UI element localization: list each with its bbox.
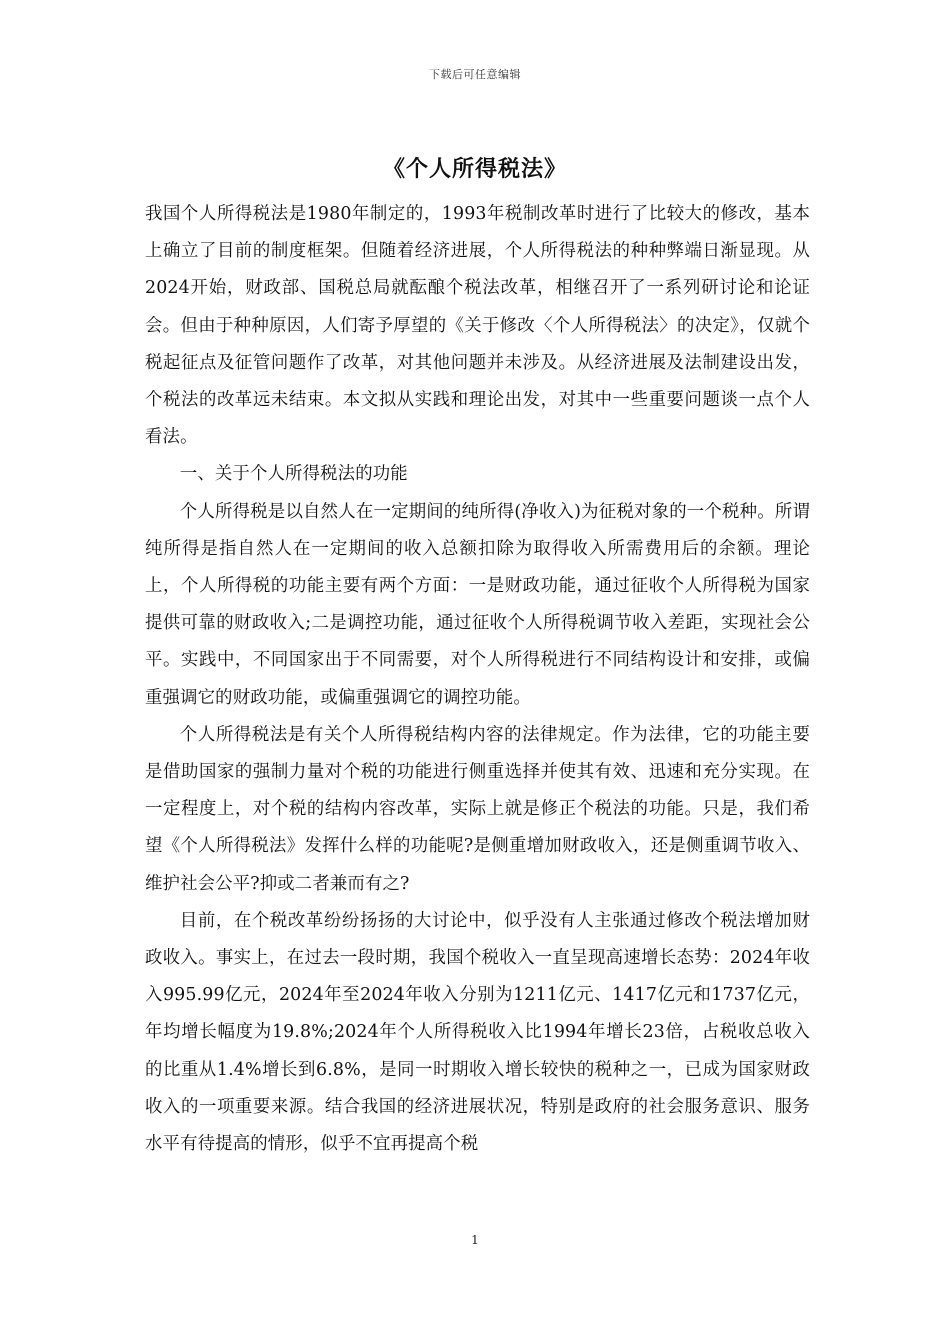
page-number: 1	[471, 1233, 479, 1247]
section-heading-function: 一、关于个人所得税法的功能	[179, 464, 408, 485]
document-body	[145, 196, 810, 1163]
paragraph-intro: 我国个人所得税法是1980年制定的，1993年税制改革时进行了比较大的修改，基本上确立了目前的制度框架。但随着经济进展，个人所得税法的种种弊端日渐显现。从2024开始，财政部、国税总局就酝酿个税法改革，相继召开了一系列研讨论和论证会。但由于种种原因，人们寄予厚望的《关于修改〈个人所得税法〉的决定》，仅就个税起征点及征管问题作了改革，对其他问题并未涉及。从经济进展及法制建设出发，个税法的改革远未结束。本文拟从实践和理论出发，对其中一些重要问题谈一点个人看法。	[145, 204, 810, 448]
paragraph-definition: 个人所得税是以自然人在一定期间的纯所得(净收入)为征税对象的一个税种。所谓纯所得是指自然人在一定期间的收入总额扣除为取得收入所需费用后的余额。理论上，个人所得税的功能主要有两个方面：一是财政功能，通过征收个人所得税为国家提供可靠的财政收入;二是调控功能，通过征收个人所得税调节收入差距，实现社会公平。实践中，不同国家出于不同需要，对个人所得税进行不同结构设计和安排，或偏重强调它的财政功能，或偏重强调它的调控功能。	[145, 501, 810, 708]
paragraph-law-function: 个人所得税法是有关个人所得税结构内容的法律规定。作为法律，它的功能主要是借助国家的强制力量对个税的功能进行侧重选择并使其有效、迅速和充分实现。在一定程度上，对个税的结构内容改革，实际上就是修正个税法的功能。只是，我们希望《个人所得税法》发挥什么样的功能呢?是侧重增加财政收入，还是侧重调节收入、维护社会公平?抑或二者兼而有之?	[145, 724, 810, 894]
document-title: 《个人所得税法》	[382, 156, 567, 182]
header-note: 下载后可任意编辑	[429, 68, 521, 81]
paragraph-current-reform: 目前，在个税改革纷纷扬扬的大讨论中，似乎没有人主张通过修改个税法增加财政收入。事实上，在过去一段时期，我国个税收入一直呈现高速增长态势：2024年收入995.99亿元，2024年至2024年收入分别为1211亿元、1417亿元和1737亿元，年均增长幅度为19.8%;2024年个人所得税收入比1994年增长23倍，占税收总收入的比重从1.4%增长到6.8%，是同一时期收入增长较快的税种之一，已成为国家财政收入的一项重要来源。结合我国的经济进展状况，特别是政府的社会服务意识、服务水平有待提高的情形，似乎不宜再提高个税	[145, 910, 810, 1155]
